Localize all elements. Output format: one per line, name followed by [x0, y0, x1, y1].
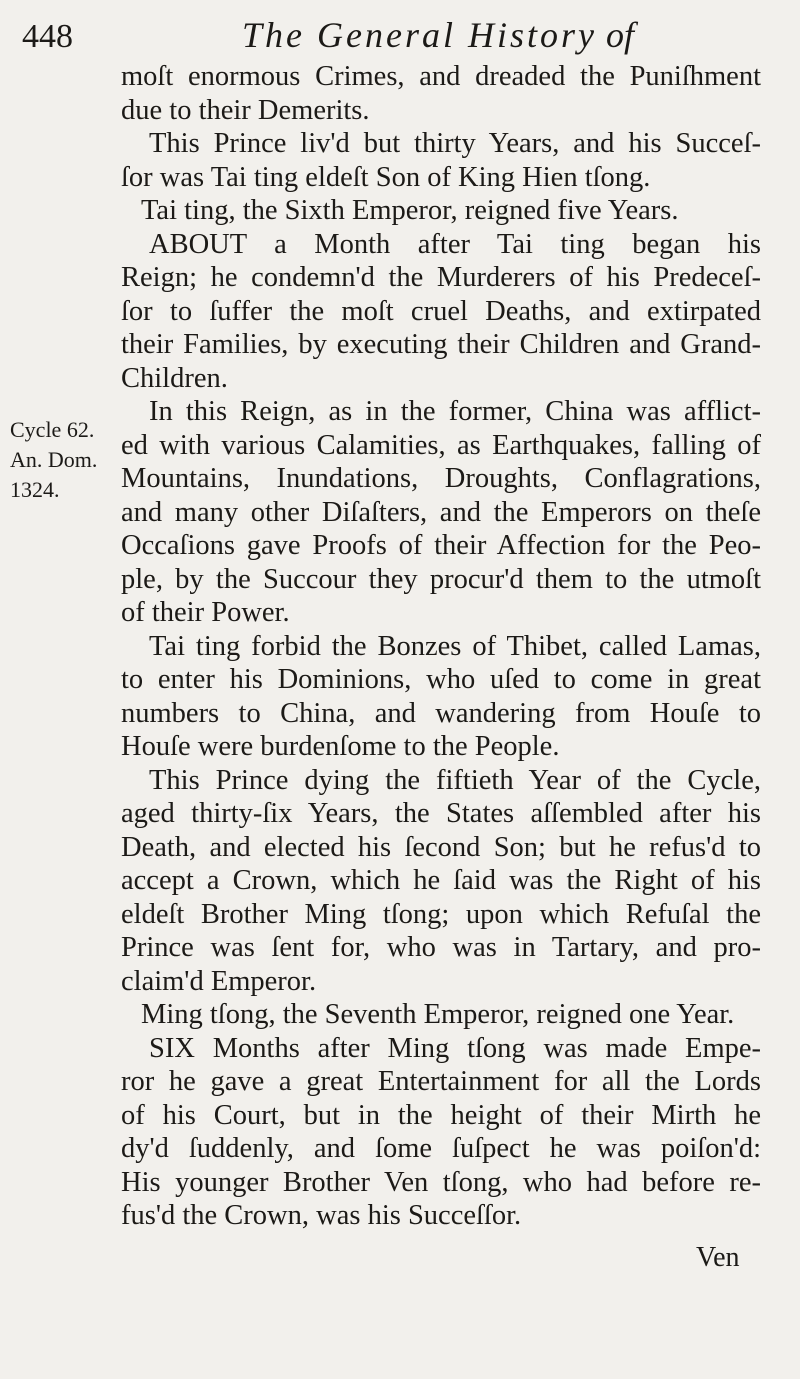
text-line: Reign; he condemn'd the Murderers of his Predeceſ- [121, 262, 761, 293]
text-line: claim'd Emperor. [121, 965, 317, 997]
text-line: ſor to ſuffer the moſt cruel Deaths, and extirpated [121, 295, 761, 327]
text-line: ſor was Tai ting eldeſt Son of King Hien tſong. [121, 161, 651, 193]
text-line: His younger Brother Ven tſong, who had before re- [121, 1166, 761, 1198]
text-line: Prince was ſent for, who was in Tartary, and pro- [121, 932, 761, 963]
text-line: Occaſions gave Proofs of their Affection for the Peo- [121, 530, 761, 561]
margin-line-cycle: Cycle 62. [10, 417, 95, 442]
text-line: In this Reign, as in the former, China was afflict- [149, 396, 761, 427]
margin-note [10, 415, 105, 505]
text-line: moſt enormous Crimes, and dreaded the Puniſhment [121, 61, 761, 92]
text-line: Houſe were burdenſome to the People. [121, 731, 560, 762]
text-line: accept a Crown, which he ſaid was the Right of his [121, 865, 761, 896]
text-line: ple, by the Succour they procur'd them to the utmoſt [121, 563, 761, 595]
text-line: This Prince dying the fiftieth Year of the Cycle, [149, 764, 761, 796]
text-line: Death, and elected his ſecond Son; but he refus'd to [121, 831, 761, 863]
text-line: due to their Demerits. [121, 94, 370, 126]
text-line: Children. [121, 362, 228, 394]
section-heading: Ming tſong, the Seventh Emperor, reigned one Year. [141, 999, 735, 1030]
text-line: This Prince liv'd but thirty Years, and his Succeſ- [149, 128, 761, 159]
margin-line-year: 1324. [10, 477, 60, 502]
margin-line-andom: An. Dom. [10, 447, 98, 472]
text-line: dy'd ſuddenly, and ſome ſuſpect he was poiſon'd: [121, 1133, 761, 1164]
text-line: Tai ting forbid the Bonzes of Thibet, called Lamas, [149, 630, 761, 662]
text-line: ed with various Calamities, as Earthquakes, falling of [121, 429, 761, 461]
page-number: 448 [22, 18, 73, 55]
text-line: and many other Diſaſters, and the Emperors on theſe [121, 496, 761, 528]
text-line: numbers to China, and wandering from Houſe to [121, 697, 761, 729]
text-line: their Families, by executing their Children and Grand- [121, 329, 761, 360]
text-line: Mountains, Inundations, Droughts, Conflagrations, [121, 463, 761, 494]
text-line: ABOUT a Month after Tai ting began his [149, 228, 761, 260]
text-line: SIX Months after Ming tſong was made Empe- [149, 1032, 761, 1064]
section-heading: Tai ting, the Sixth Emperor, reigned five Years. [141, 195, 679, 226]
text-line: aged thirty-ſix Years, the States aſſembled after his [121, 798, 761, 829]
running-head [20, 12, 780, 62]
body-text [121, 60, 761, 1233]
text-line: of his Court, but in the height of their Mirth he [121, 1099, 761, 1131]
text-line: of their Power. [121, 597, 290, 628]
text-line: ror he gave a great Entertainment for all the Lords [121, 1066, 761, 1097]
text-line: fus'd the Crown, was his Succeſſor. [121, 1200, 522, 1231]
text-line: to enter his Dominions, who uſed to come in great [121, 664, 761, 695]
catchword: Ven [696, 1242, 740, 1273]
running-title: The General History of [242, 15, 634, 55]
text-line: eldeſt Brother Ming tſong; upon which Refuſal the [121, 898, 761, 930]
